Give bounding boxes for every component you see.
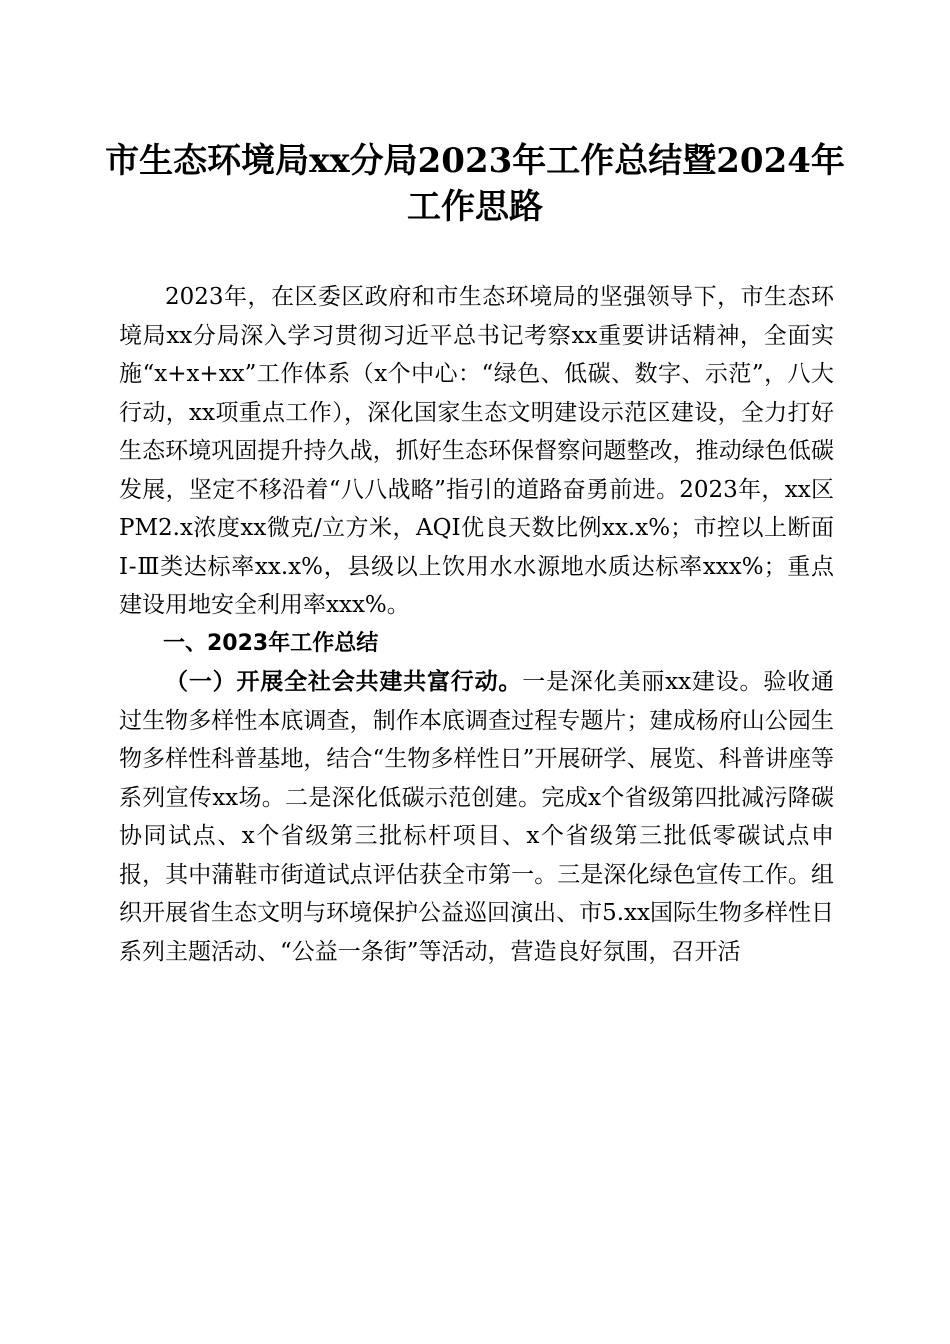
subsection-text: 一是深化美丽xx建设。验收通过生物多样性本底调查，制作本底调查过程专题片；建成杨府山公园生物多样性科普基地，结合“生物多样性日”开展研学、展览、科普讲座等系列宣传xx场。二是深化低碳示范创建。完成x个省级第四批减污降碳协同试点、x个省级第三批标杆项目、x个省级第三批低零碳试点申报，其中蒲鞋市街道试点评估获全市第一。三是深化绿色宣传工作。组织开展省生态文明与环境保护公益巡回演出、市5.xx国际生物多样性日系列主题活动、“公益一条街”等活动，营造良好氛围，召开活: [119, 669, 834, 965]
subsection-heading: （一）开展全社会共建共富行动。: [165, 668, 523, 695]
subsection-paragraph: [119, 663, 834, 971]
document-title: 市生态环境局xx分局2023年工作总结暨2024年工作思路: [105, 141, 845, 227]
section-heading: 一、2023年工作总结: [163, 630, 379, 656]
intro-paragraph: 2023年，在区委区政府和市生态环境局的坚强领导下，市生态环境局xx分局深入学习贯彻习近平总书记考察xx重要讲话精神，全面实施“x+x+xx”工作体系（x个中心：“绿色、低碳、数字、示范”，八大行动，xx项重点工作），深化国家生态文明建设示范区建设，全力打好生态环境巩固提升持久战，抓好生态环保督察问题整改，推动绿色低碳发展，坚定不移沿着“八八战略”指引的道路奋勇前进。2023年，xx区PM2.x浓度xx微克/立方米，AQI优良天数比例xx.x%；市控以上断面Ⅰ-Ⅲ类达标率xx.x%，县级以上饮用水水源地水质达标率xxx%；重点建设用地安全利用率xxx%。: [119, 284, 834, 618]
document-body: [119, 278, 834, 971]
